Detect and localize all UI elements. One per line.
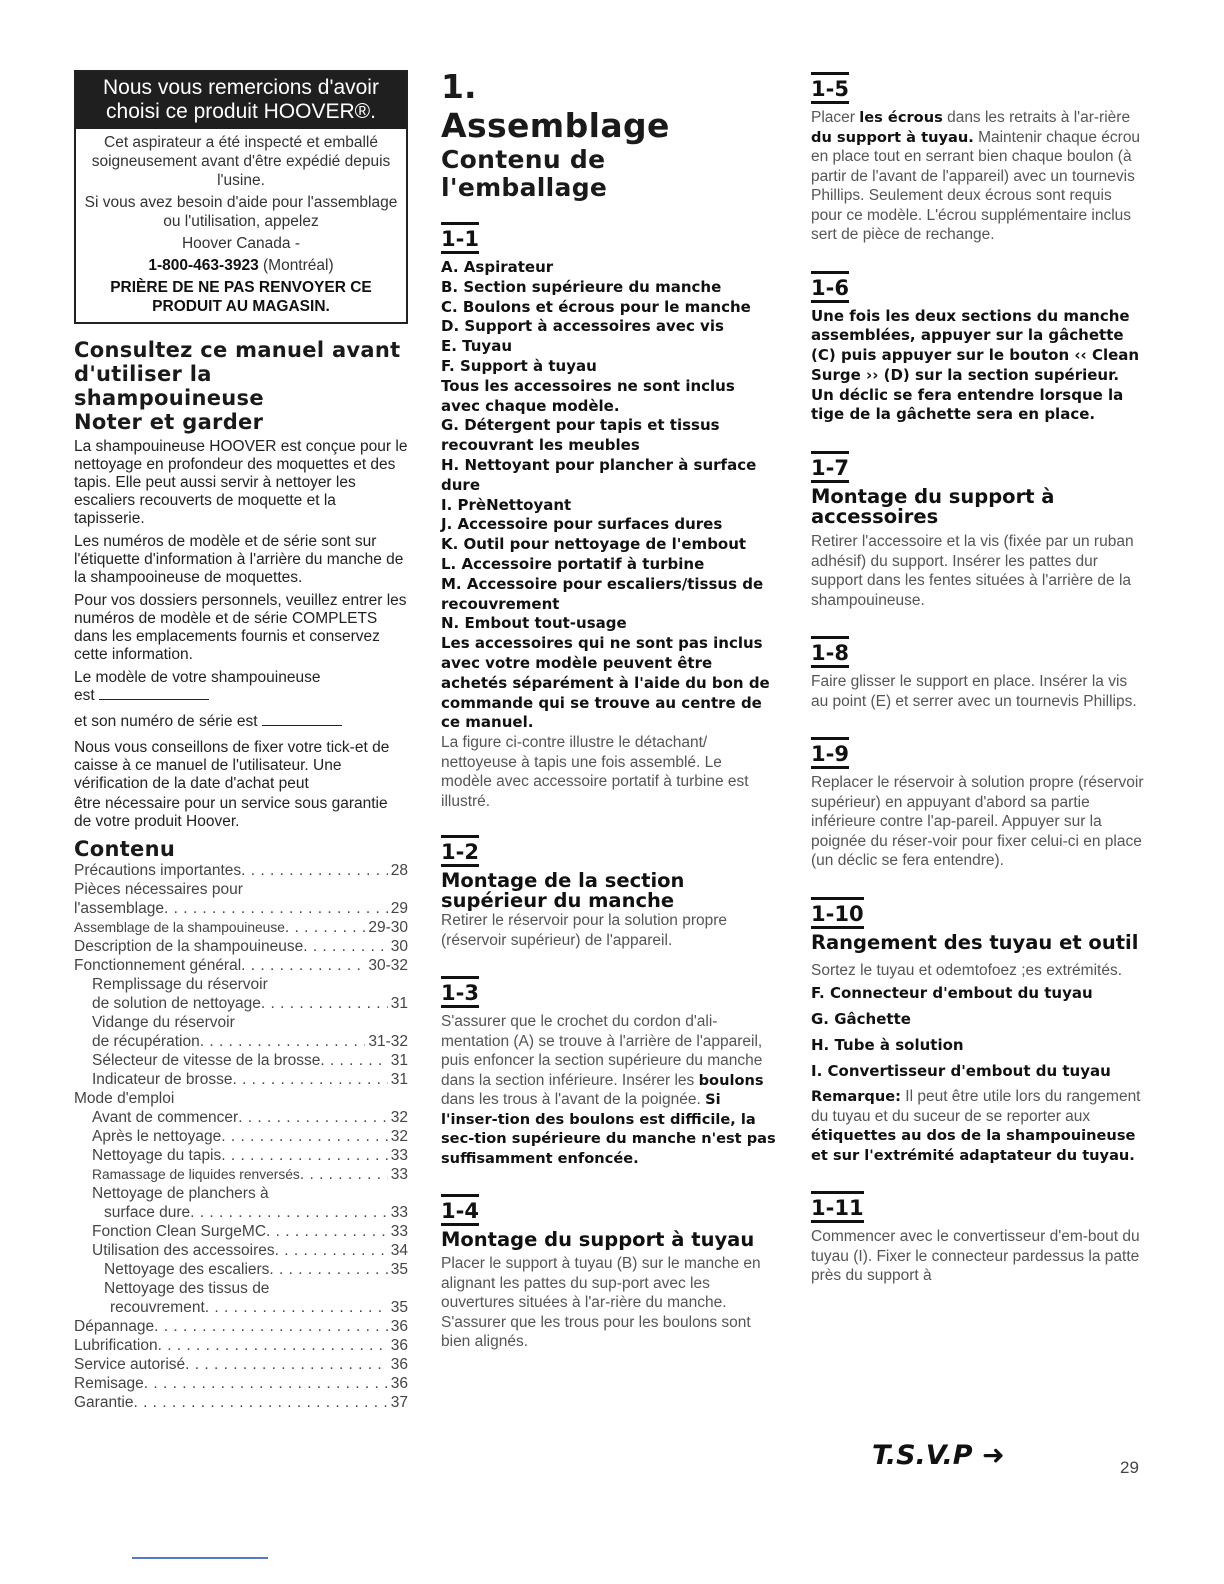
toc-row xyxy=(74,1336,408,1355)
toc-leader xyxy=(133,1393,387,1412)
toc-label: l'assemblage xyxy=(74,900,164,917)
toc-page: 30-32 xyxy=(368,957,408,974)
toc-row xyxy=(74,956,408,975)
toc-leader xyxy=(303,937,388,956)
text-part: S'assurer que le crochet du cordon d'ali-mentation (A) se trouve à l'arrière de l'appareil, puis enfoncer la section supérieure du manche dans la section inférieure. Insérer les xyxy=(441,1013,763,1089)
step-text: La figure ci-contre illustre le détachant/ nettoyeuse à tapis une fois assemblé. Le modèle avec accessoire portatif à turbine est illustré. xyxy=(441,734,749,810)
step-number: 1-9 xyxy=(811,737,849,769)
parts-list-item: I. PrèNettoyant xyxy=(441,495,572,514)
toc-page: 36 xyxy=(390,1375,408,1392)
toc-leader xyxy=(185,1355,388,1374)
toc-page: 36 xyxy=(390,1337,408,1354)
consult-p1: La shampouineuse HOOVER est conçue pour le nettoyage en profondeur des moquettes et des tapis. Elle peut aussi servir à nettoyer les escaliers recouverts de moquette et la tapisserie. xyxy=(74,438,408,527)
serial-label: et son numéro de série est xyxy=(74,713,258,730)
toc-leader xyxy=(200,1032,366,1051)
toc-label: Ramassage de liquides renversés xyxy=(92,1167,300,1182)
step-text: Faire glisser le support en place. Insérer la vis au point (E) et serrer avec un tournevis Phillips. xyxy=(811,673,1137,710)
note-label: Remarque: xyxy=(811,1088,901,1106)
model-line xyxy=(74,669,408,705)
toc-page: 33 xyxy=(390,1223,408,1240)
page-number: 29 xyxy=(1120,1458,1139,1477)
toc-leader xyxy=(285,918,365,937)
step-number: 1-2 xyxy=(441,835,479,867)
toc-row xyxy=(74,1051,408,1070)
consult-p6: Nous vous conseillons de fixer votre tick-et de caisse à ce manuel de l'utilisateur. Une vérification de la date d'achat peut xyxy=(74,739,390,792)
toc-row xyxy=(74,918,408,937)
toc-leader xyxy=(300,1165,388,1184)
bold-part: boulons xyxy=(698,1071,764,1089)
toc-label: Précautions importantes xyxy=(74,862,242,879)
text-part: Maintenir chaque écrou en place tout en serrant bien chaque boulon (à partir de l'avant de l'appareil) avec un tournevis Phillips. Seulement deux écrous sont requis pour ce modèle. L'écrou supplémentaire inclus sert de pièce de rechange. xyxy=(811,128,1141,243)
parts-list-item: K. Outil pour nettoyage de l'embout xyxy=(441,535,747,554)
bold-part: Si l'inser-tion des boulons est difficile, la sec-tion supérieure du manche n'est pas suffisamment enfoncée. xyxy=(441,1091,776,1167)
toc-leader xyxy=(190,1203,388,1222)
toc-row xyxy=(74,1355,408,1374)
toc-row xyxy=(74,994,408,1013)
toc-label: Lubrification xyxy=(74,1337,158,1354)
toc-row xyxy=(74,1393,408,1412)
step-number: 1-6 xyxy=(811,271,849,303)
thanks-phone-line xyxy=(82,256,400,275)
toc-leader xyxy=(275,1241,388,1260)
step-1-7 xyxy=(811,451,1146,610)
step-1-3 xyxy=(441,976,776,1168)
step-note xyxy=(811,1087,1146,1165)
toc-row xyxy=(74,880,408,899)
step-title: Montage de la section supérieur du manche xyxy=(441,869,685,913)
toc-page: 36 xyxy=(390,1356,408,1373)
step-number: 1-5 xyxy=(811,72,849,104)
phone-number: 1-800-463-3923 xyxy=(148,257,259,274)
thanks-header: Nous vous remercions d'avoir choisi ce produit HOOVER®. xyxy=(76,72,406,129)
phone-suffix: (Montréal) xyxy=(258,257,334,274)
step-number: 1-10 xyxy=(811,897,864,929)
toc-page: 35 xyxy=(390,1261,408,1278)
toc-leader xyxy=(221,1146,387,1165)
toc-leader xyxy=(238,1108,388,1127)
toc-page: 32 xyxy=(390,1109,408,1126)
thanks-body xyxy=(76,129,406,322)
step-1-9 xyxy=(811,737,1146,871)
hose-parts-item: H. Tube à solution xyxy=(811,1035,964,1054)
step-text: Placer le support à tuyau (B) sur le manche en alignant les pattes du sup-port avec les ouvertures situées à l'ar-rière du manche. S'assurer que les trous pour les boulons sont bien alignés. xyxy=(441,1255,761,1351)
toc-label: Fonctionnement général xyxy=(74,957,242,974)
step-number: 1-11 xyxy=(811,1191,864,1223)
toc-label: Nettoyage des tissus de xyxy=(104,1280,270,1297)
toc-row xyxy=(74,1279,408,1298)
toc-page: 37 xyxy=(390,1394,408,1411)
toc-row xyxy=(74,1089,408,1108)
toc-leader xyxy=(232,1070,387,1089)
step-1-2 xyxy=(441,835,776,950)
footer-rule xyxy=(132,1557,268,1559)
step-text: Sortez le tuyau et odemtofoez ;es extrémités. xyxy=(811,961,1123,979)
bold-part: les écrous xyxy=(859,109,943,126)
toc-page: 30 xyxy=(390,938,408,955)
step-1-4 xyxy=(441,1194,776,1352)
arrow-right-icon: ➜ xyxy=(981,1440,1005,1471)
toc-label: Fonction Clean SurgeMC xyxy=(92,1223,267,1240)
toc-label: Nettoyage des escaliers xyxy=(104,1261,270,1278)
toc-row xyxy=(74,1374,408,1393)
toc-label: Service autorisé xyxy=(74,1356,186,1373)
toc-row xyxy=(74,1317,408,1336)
hose-parts-item: F. Connecteur d'embout du tuyau xyxy=(811,984,1093,1003)
parts-list-item: Les accessoires qui ne sont pas inclus avec votre modèle peuvent être achetés séparément à l'aide du bon de commande qui se trouve au centre de ce manuel. xyxy=(441,634,770,732)
toc-page: 28 xyxy=(390,862,408,879)
consult-section xyxy=(74,338,408,831)
toc-row xyxy=(74,899,408,918)
consult-p3: Pour vos dossiers personnels, veuillez entrer les numéros de modèle et de série COMPLETS dans les emplacements fournis et conservez cette information. xyxy=(74,592,407,663)
hose-parts-item: G. Gâchette xyxy=(811,1010,911,1029)
left-column xyxy=(74,70,408,1412)
step-1-8 xyxy=(811,636,1146,711)
toc-leader xyxy=(154,1317,388,1336)
bold-part: étiquettes au dos de la shampouineuse et sur l'extrémité adaptateur du tuyau. xyxy=(811,1127,1136,1164)
parts-list-item: M. Accessoire pour escaliers/tissus de recouvrement xyxy=(441,574,764,613)
text-part: Placer xyxy=(811,109,860,126)
thanks-p2: Si vous avez besoin d'aide pour l'assemblage ou l'utilisation, appelez xyxy=(84,194,398,230)
toc-page: 29 xyxy=(390,900,408,917)
toc-row xyxy=(74,1013,408,1032)
hose-parts-item: I. Convertisseur d'embout du tuyau xyxy=(811,1061,1111,1080)
toc-page: 31-32 xyxy=(368,1033,408,1050)
step-text xyxy=(811,108,1146,245)
parts-list-item: E. Tuyau xyxy=(441,337,513,356)
parts-list xyxy=(441,258,776,733)
model-est: est xyxy=(74,687,95,704)
step-number: 1-1 xyxy=(441,222,479,254)
toc-label: Description de la shampouineuse xyxy=(74,938,304,955)
toc-page: 33 xyxy=(390,1166,408,1183)
serial-blank xyxy=(262,725,342,726)
toc-row xyxy=(74,1032,408,1051)
toc-row xyxy=(74,937,408,956)
toc-label: Pièces nécessaires pour xyxy=(74,881,243,898)
toc-label: Garantie xyxy=(74,1394,134,1411)
toc-label: Utilisation des accessoires xyxy=(92,1242,275,1259)
step-title: Rangement des tuyau et outil xyxy=(811,930,1139,954)
step-text: Replacer le réservoir à solution propre (réservoir supérieur) en appuyant d'abord sa partie inférieure contre l'ap-pareil. Appuyer sur la poignée du réser-voir pour fixer celui-ci en place (un déclic se fera entendre). xyxy=(811,774,1144,870)
toc-page: 33 xyxy=(390,1204,408,1221)
bold-part: du support à tuyau. xyxy=(811,128,974,146)
toc-leader xyxy=(158,1336,388,1355)
toc-label: surface dure xyxy=(104,1204,191,1221)
parts-list-item: B. Section supérieure du manche xyxy=(441,277,722,296)
consult-p2: Les numéros de modèle et de série sont sur l'étiquette d'information à l'arrière du manche de la shampooineuse de moquettes. xyxy=(74,533,404,586)
toc-row xyxy=(74,1070,408,1089)
toc-page: 32 xyxy=(390,1128,408,1145)
toc-page: 31 xyxy=(390,995,408,1012)
consult-p7: être nécessaire pour un service sous garantie de votre produit Hoover. xyxy=(74,795,388,830)
toc-label: Nettoyage de planchers à xyxy=(92,1185,269,1202)
chapter-title: Assemblage xyxy=(441,106,670,145)
toc-page: 35 xyxy=(390,1299,408,1316)
toc-label: Remplissage du réservoir xyxy=(92,976,268,993)
thanks-p1: Cet aspirateur a été inspecté et emballé soigneusement avant d'être expédié depuis l'usine. xyxy=(91,134,391,189)
tsvp-text: T.S.V.P xyxy=(872,1440,973,1471)
toc-row xyxy=(74,1203,408,1222)
step-1-1 xyxy=(441,222,776,811)
toc-leader xyxy=(164,899,388,918)
contents-title: Contenu xyxy=(74,837,176,861)
toc-page: 33 xyxy=(390,1147,408,1164)
toc-leader xyxy=(241,861,388,880)
toc-leader xyxy=(205,1298,388,1317)
toc-label: Remisage xyxy=(74,1375,144,1392)
text-part: Il peut être utile lors du rangement du tuyau et du suceur de se reporter aux xyxy=(811,1088,1141,1125)
toc-label: Vidange du réservoir xyxy=(92,1014,235,1031)
step-number: 1-7 xyxy=(811,451,849,483)
thanks-caps: PRIÈRE DE NE PAS RENVOYER CE PRODUIT AU MAGASIN. xyxy=(110,279,372,315)
right-column xyxy=(811,70,1146,1286)
toc-label: recouvrement xyxy=(110,1299,205,1316)
consult-body xyxy=(74,438,408,831)
toc-row xyxy=(74,1260,408,1279)
parts-list-item: J. Accessoire pour surfaces dures xyxy=(441,515,723,534)
toc-label: Dépannage xyxy=(74,1318,155,1335)
toc-label: Mode d'emploi xyxy=(74,1090,175,1107)
toc-leader xyxy=(241,956,365,975)
step-1-10 xyxy=(811,897,1146,1166)
thanks-p3: Hoover Canada - xyxy=(181,235,301,252)
parts-list-item: D. Support à accessoires avec vis xyxy=(441,317,724,336)
toc-row xyxy=(74,1108,408,1127)
step-number: 1-3 xyxy=(441,976,479,1008)
middle-column xyxy=(441,67,776,1352)
toc-label: Sélecteur de vitesse de la brosse xyxy=(92,1052,321,1069)
text-part: dans les retraits à l'ar-rière xyxy=(942,109,1131,126)
toc-page: 29-30 xyxy=(368,919,408,936)
toc-page: 31 xyxy=(390,1052,408,1069)
toc-leader xyxy=(221,1127,387,1146)
package-contents-title: Contenu de l'emballage xyxy=(441,145,608,202)
step-text: Retirer l'accessoire et la vis (fixée par un ruban adhésif) du support. Insérer les pattes dur support dans les fentes situées à l'arrière de la shampouineuse. xyxy=(811,533,1134,609)
toc-label: de solution de nettoyage xyxy=(92,995,261,1012)
toc-leader xyxy=(269,1260,387,1279)
step-number: 1-8 xyxy=(811,636,849,668)
toc-row xyxy=(74,1165,408,1184)
parts-list-item: H. Nettoyant pour plancher à surface dure xyxy=(441,455,757,494)
thanks-box xyxy=(74,70,408,324)
parts-list-item: L. Accessoire portatif à turbine xyxy=(441,554,705,573)
step-number: 1-4 xyxy=(441,1194,479,1226)
model-label: Le modèle de votre shampouineuse xyxy=(74,669,321,686)
toc-row xyxy=(74,1298,408,1317)
step-text: Retirer le réservoir pour la solution propre (réservoir supérieur) de l'appareil. xyxy=(441,912,728,949)
toc-label: de récupération xyxy=(92,1033,200,1050)
toc-row xyxy=(74,861,408,880)
parts-list-item: C. Boulons et écrous pour le manche xyxy=(441,297,751,316)
toc-row xyxy=(74,1222,408,1241)
toc-label: Assemblage de la shampouineuse xyxy=(74,920,285,935)
toc-label: Après le nettoyage xyxy=(92,1128,222,1145)
step-text: Une fois les deux sections du manche assemblées, appuyer sur la gâchette (C) puis appuyer sur le bouton ‹‹ Clean Surge ›› (D) sur la section supérieur. Un déclic se fera entendre lorsque la tige de la gâchette sera en place. xyxy=(811,306,1140,424)
parts-list-item: G. Détergent pour tapis et tissus recouvrant les meubles xyxy=(441,416,720,455)
consult-title: Consultez ce manuel avant d'utiliser la shampouineuse xyxy=(74,338,401,410)
toc-leader xyxy=(266,1222,388,1241)
step-text: Commencer avec le convertisseur d'em-bout du tuyau (I). Fixer le connecteur pardessus la patte près du support à xyxy=(811,1228,1140,1285)
toc-row xyxy=(74,975,408,994)
text-part: dans les trous à l'avant de la poignée. xyxy=(441,1091,706,1109)
step-1-11 xyxy=(811,1191,1146,1286)
step-1-5 xyxy=(811,72,1146,245)
step-title: Montage du support à tuyau xyxy=(441,1228,755,1252)
toc-page: 36 xyxy=(390,1318,408,1335)
parts-list-item: Tous les accessoires ne sont inclus avec chaque modèle. xyxy=(441,376,735,415)
parts-list-item: A. Aspirateur xyxy=(441,258,554,276)
toc-label: Nettoyage du tapis xyxy=(92,1147,222,1164)
serial-line xyxy=(74,713,408,731)
parts-list-item: F. Support à tuyau xyxy=(441,356,597,375)
parts-list-item: N. Embout tout-usage xyxy=(441,614,627,633)
toc-page: 31 xyxy=(390,1071,408,1088)
toc-leader xyxy=(320,1051,387,1070)
model-blank xyxy=(99,699,209,700)
toc-page: 34 xyxy=(390,1242,408,1259)
step-title: Montage du support à accessoires xyxy=(811,485,1055,529)
toc-leader xyxy=(144,1374,388,1393)
consult-subtitle: Noter et garder xyxy=(74,410,264,434)
chapter-number: 1. xyxy=(441,67,477,106)
step-text xyxy=(441,1012,776,1168)
contents-section xyxy=(74,837,408,1412)
toc-row xyxy=(74,1184,408,1203)
toc-label: Indicateur de brosse xyxy=(92,1071,233,1088)
toc-row xyxy=(74,1127,408,1146)
toc-leader xyxy=(261,994,388,1013)
toc-label: Avant de commencer xyxy=(92,1109,239,1126)
continue-label xyxy=(872,1440,1005,1471)
toc-row xyxy=(74,1241,408,1260)
hose-parts-list xyxy=(811,984,1146,1081)
toc-row xyxy=(74,1146,408,1165)
step-1-6 xyxy=(811,271,1146,426)
table-of-contents xyxy=(74,861,408,1412)
